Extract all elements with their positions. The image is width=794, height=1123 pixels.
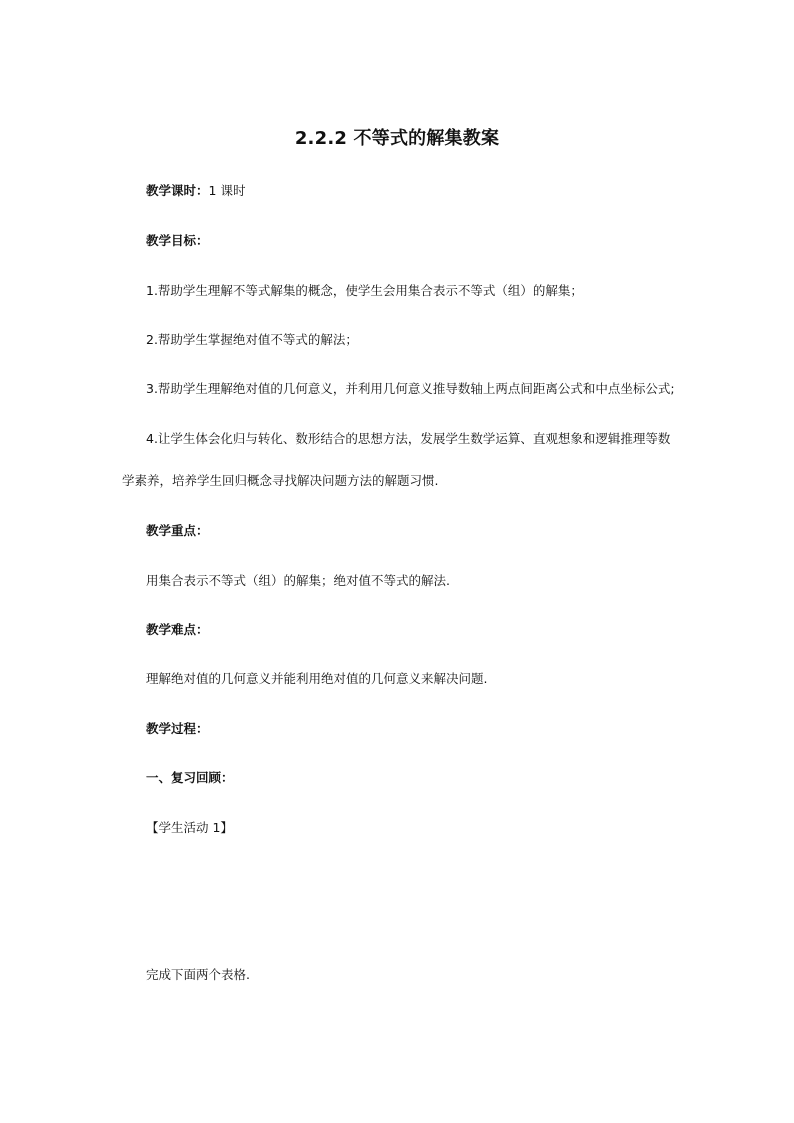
objective-1: 1.帮助学生理解不等式解集的概念，使学生会用集合表示不等式（组）的解集； bbox=[146, 283, 583, 298]
process-heading: 教学过程： bbox=[146, 721, 209, 736]
difficulties-text: 理解绝对值的几何意义并能利用绝对值的几何意义来解决问题. bbox=[146, 671, 488, 686]
instruction-text: 完成下面两个表格. bbox=[146, 967, 250, 982]
objective-3: 3.帮助学生理解绝对值的几何意义，并利用几何意义推导数轴上两点间距离公式和中点坐标公式; bbox=[146, 381, 675, 396]
activity-label: 【学生活动 1】 bbox=[146, 820, 233, 835]
objective-2: 2.帮助学生掌握绝对值不等式的解法； bbox=[146, 332, 358, 347]
class-hours-label: 教学课时： bbox=[146, 183, 209, 198]
class-hours-value: 1 课时 bbox=[208, 183, 246, 198]
difficulties-heading: 教学难点： bbox=[146, 622, 209, 637]
document-title: 2.2.2 不等式的解集教案 bbox=[294, 128, 500, 149]
key-points-heading: 教学重点： bbox=[146, 523, 209, 538]
objective-4: 4.让学生体会化归与转化、数形结合的思想方法，发展学生数学运算、直观想象和逻辑推理等数 bbox=[146, 431, 671, 446]
key-points-text: 用集合表示不等式（组）的解集；绝对值不等式的解法. bbox=[146, 573, 450, 588]
class-hours-line bbox=[146, 182, 245, 200]
objectives-heading: 教学目标： bbox=[146, 233, 209, 248]
review-heading: 一、复习回顾： bbox=[146, 770, 234, 785]
objective-4-continued: 学素养，培养学生回归概念寻找解决问题方法的解题习惯. bbox=[122, 473, 439, 488]
